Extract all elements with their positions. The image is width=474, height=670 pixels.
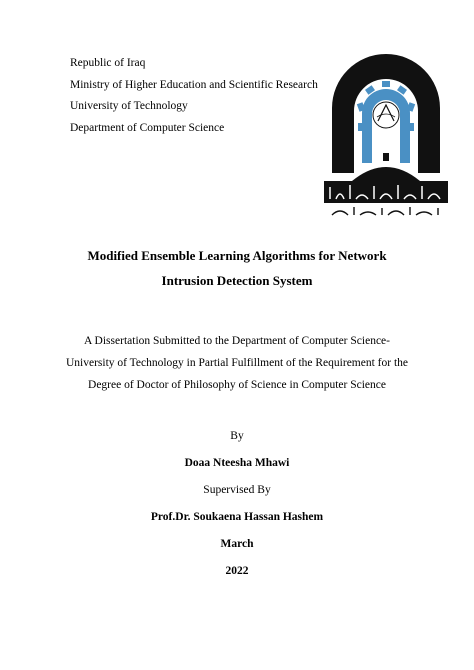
title-line-2: Intrusion Detection System	[161, 273, 313, 288]
statement-line-2: University of Technology in Partial Fulfillment of the Requirement for the	[66, 356, 408, 369]
author-name: Doaa Nteesha Mhawi	[184, 457, 290, 469]
submission-year: 2022	[225, 565, 249, 577]
institution-department: Department of Computer Science	[70, 121, 225, 134]
supervised-by-label: Supervised By	[203, 484, 271, 496]
institution-university: University of Technology	[70, 100, 188, 112]
dissertation-title	[0, 243, 474, 293]
university-logo-icon	[322, 53, 450, 227]
institution-block	[70, 53, 318, 139]
title-line-1: Modified Ensemble Learning Algorithms for Network	[87, 248, 387, 263]
institution-ministry: Ministry of Higher Education and Scientific Research	[70, 78, 318, 91]
statement-line-1: A Dissertation Submitted to the Department of Computer Science-	[84, 335, 390, 347]
by-label: By	[230, 430, 244, 442]
statement-line-3: Degree of Doctor of Philosophy of Science in Computer Science	[88, 378, 386, 391]
submission-month: March	[220, 538, 254, 550]
supervisor-name: Prof.Dr. Soukaena Hassan Hashem	[150, 511, 324, 523]
institution-republic: Republic of Iraq	[70, 57, 146, 69]
submission-statement	[0, 331, 474, 396]
